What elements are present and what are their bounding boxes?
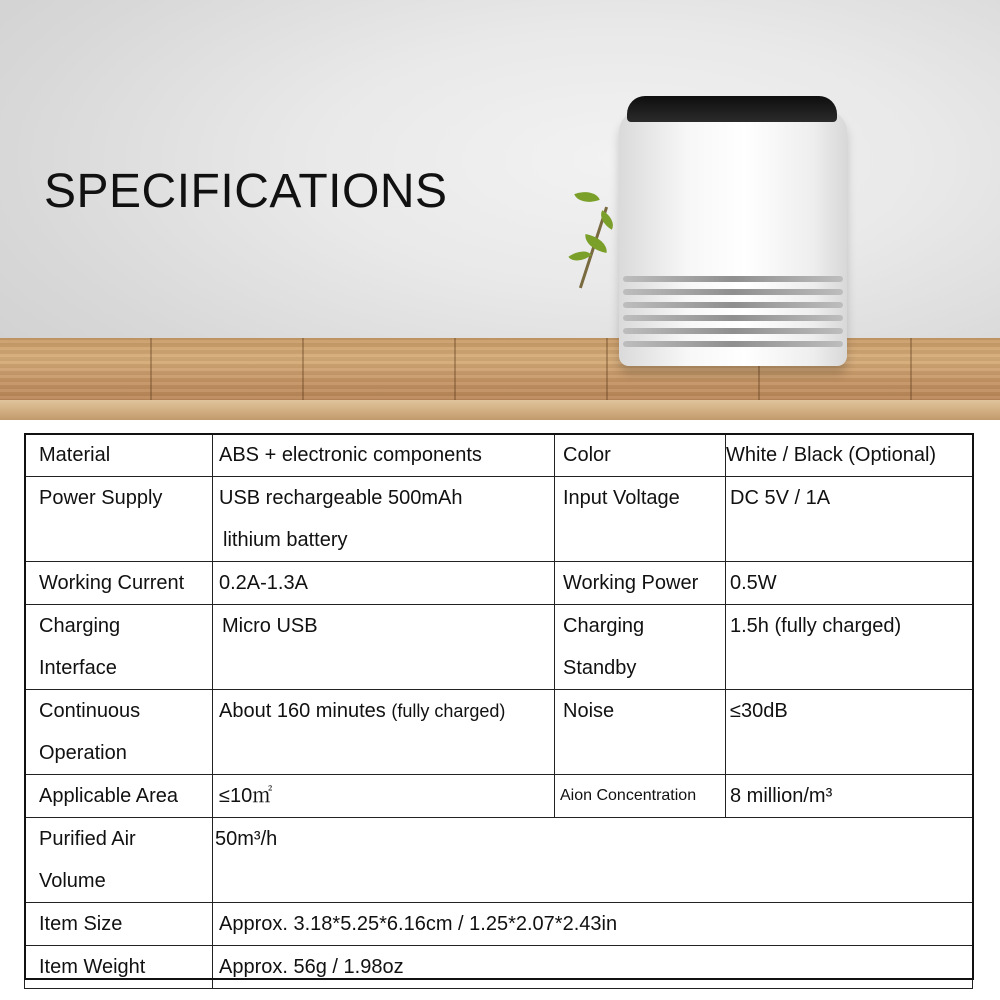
specifications-table	[24, 433, 973, 989]
spec-label-anion-concentration: Aion Concentration	[555, 775, 726, 818]
spec-label-charging-interface: Charging Interface	[25, 605, 213, 690]
vent-slot	[623, 328, 843, 334]
spec-label-charging-standby: Charging Standby	[555, 605, 726, 690]
spec-label-input-voltage: Input Voltage	[555, 477, 726, 562]
table-row	[25, 434, 973, 477]
hero-banner	[0, 0, 1000, 420]
spec-value-color: White / Black (Optional)	[726, 434, 973, 477]
page-title: SPECIFICATIONS	[44, 165, 448, 218]
spec-value-noise: ≤30dB	[726, 690, 973, 775]
continuous-operation-main: About 160 minutes	[219, 700, 386, 722]
spec-label-applicable-area: Applicable Area	[25, 775, 213, 818]
table-row	[25, 605, 973, 690]
spec-value-charging-standby: 1.5h (fully charged)	[726, 605, 973, 690]
spec-label-purified-air-volume: Purified Air Volume	[25, 818, 213, 903]
continuous-operation-note: (fully charged)	[391, 701, 506, 721]
spec-value-purified-air-volume: 50m³/h	[213, 818, 973, 903]
spec-value-applicable-area: ≤10㎡	[213, 775, 555, 818]
vent-slot	[623, 289, 843, 295]
table-row	[25, 946, 973, 989]
spec-label-noise: Noise	[555, 690, 726, 775]
purifier-top-grille	[627, 96, 837, 122]
spec-label-working-current: Working Current	[25, 562, 213, 605]
air-purifier-image	[619, 96, 847, 370]
purifier-vents	[623, 276, 843, 354]
table-row	[25, 903, 973, 946]
table-row	[25, 562, 973, 605]
spec-label-item-size: Item Size	[25, 903, 213, 946]
vent-slot	[623, 302, 843, 308]
table-row	[25, 818, 973, 903]
spec-label-continuous-operation: Continuous Operation	[25, 690, 213, 775]
spec-label-item-weight: Item Weight	[25, 946, 213, 989]
spec-label-material: Material	[25, 434, 213, 477]
plant-leaf	[583, 234, 609, 253]
vent-slot	[623, 276, 843, 282]
spec-value-material: ABS + electronic components	[213, 434, 555, 477]
spec-value-power-supply: USB rechargeable 500mAh lithium battery	[213, 477, 555, 562]
table-row	[25, 690, 973, 775]
spec-value-item-size: Approx. 3.18*5.25*6.16cm / 1.25*2.07*2.43in	[213, 903, 973, 946]
spec-value-charging-interface: Micro USB	[213, 605, 555, 690]
spec-value-anion-concentration: 8 million/m³	[726, 775, 973, 818]
spec-value-working-current: 0.2A-1.3A	[213, 562, 555, 605]
spec-label-working-power: Working Power	[555, 562, 726, 605]
spec-value-input-voltage: DC 5V / 1A	[726, 477, 973, 562]
table-row	[25, 477, 973, 562]
plant-leaf	[574, 187, 599, 208]
spec-value-item-weight: Approx. 56g / 1.98oz	[213, 946, 973, 989]
spec-value-working-power: 0.5W	[726, 562, 973, 605]
table-row	[25, 775, 973, 818]
vent-slot	[623, 341, 843, 347]
vent-slot	[623, 315, 843, 321]
wooden-table-edge	[0, 400, 1000, 420]
spec-value-continuous-operation	[213, 690, 555, 775]
spec-label-power-supply: Power Supply	[25, 477, 213, 562]
spec-label-color: Color	[555, 434, 726, 477]
